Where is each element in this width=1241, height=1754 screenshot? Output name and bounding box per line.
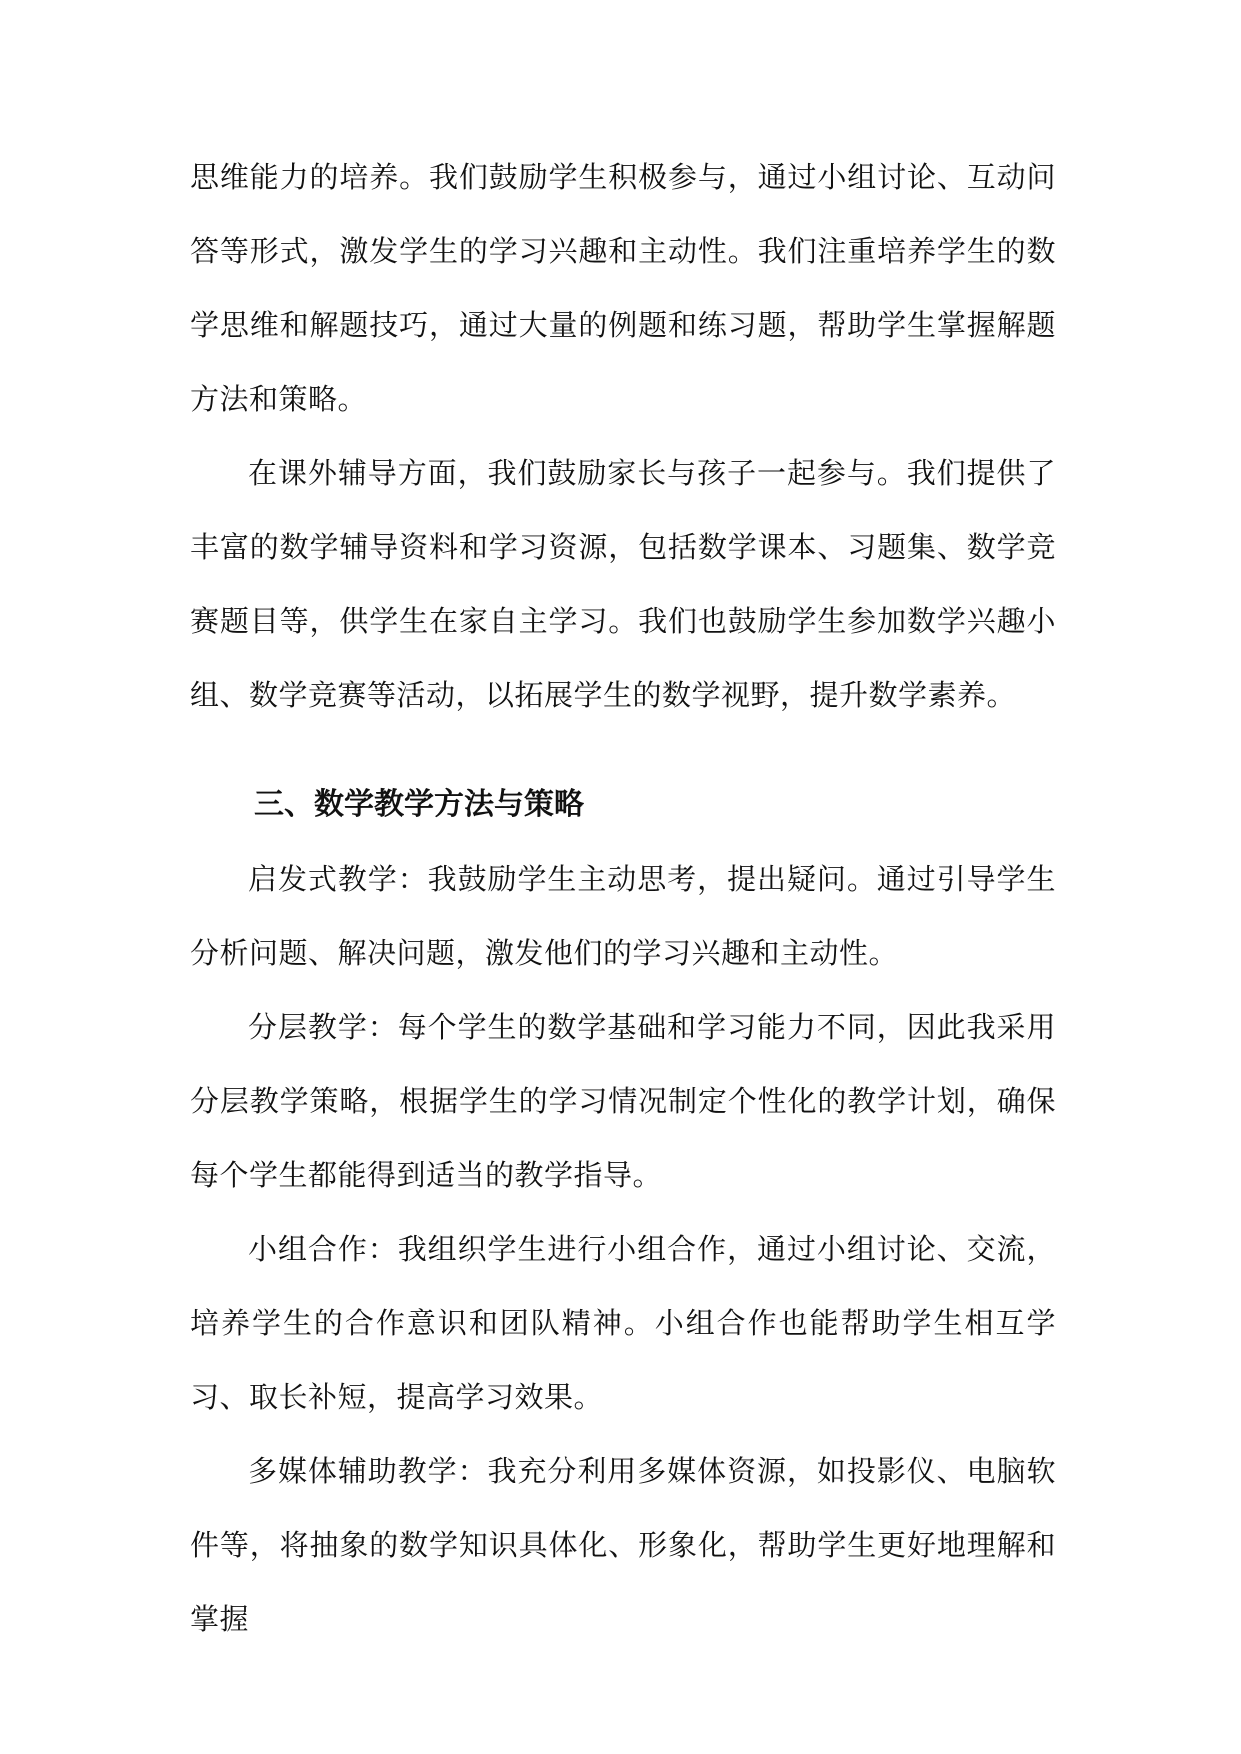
paragraph-heuristic-teaching: 启发式教学：我鼓励学生主动思考，提出疑问。通过引导学生分析问题、解决问题，激发他们的学习兴趣和主动性。 xyxy=(190,862,1056,970)
paragraph-continued: 思维能力的培养。我们鼓励学生积极参与，通过小组讨论、互动问答等形式，激发学生的学习兴趣和主动性。我们注重培养学生的数学思维和解题技巧，通过大量的例题和练习题，帮助学生掌握解题方法和策略。 xyxy=(190,160,1056,416)
section-heading: 三、数学教学方法与策略 xyxy=(254,787,584,822)
document-page xyxy=(190,140,1056,1656)
paragraph-tiered-teaching: 分层教学：每个学生的数学基础和学习能力不同，因此我采用分层教学策略，根据学生的学习情况制定个性化的教学计划，确保每个学生都能得到适当的教学指导。 xyxy=(190,1010,1056,1192)
paragraph-group-cooperation: 小组合作：我组织学生进行小组合作，通过小组讨论、交流，培养学生的合作意识和团队精神。小组合作也能帮助学生相互学习、取长补短，提高学习效果。 xyxy=(190,1232,1056,1414)
spacer xyxy=(190,732,1056,768)
paragraph-multimedia-teaching: 多媒体辅助教学：我充分利用多媒体资源，如投影仪、电脑软件等，将抽象的数学知识具体化、形象化，帮助学生更好地理解和掌握 xyxy=(190,1454,1056,1636)
paragraph-extracurricular: 在课外辅导方面，我们鼓励家长与孩子一起参与。我们提供了丰富的数学辅导资料和学习资源，包括数学课本、习题集、数学竞赛题目等，供学生在家自主学习。我们也鼓励学生参加数学兴趣小组、数学竞赛等活动，以拓展学生的数学视野，提升数学素养。 xyxy=(190,456,1056,712)
